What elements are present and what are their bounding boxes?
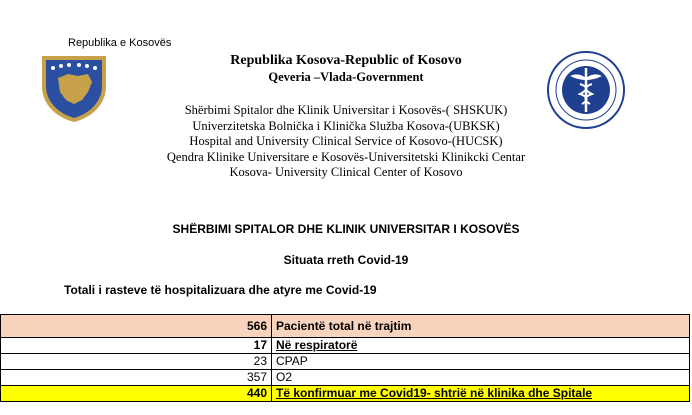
row-label: Pacientë total në trajtim [272, 315, 690, 338]
header-title: Republika Kosova-Republic of Kosovo [230, 53, 462, 68]
row-value: 17 [1, 338, 272, 354]
section-title: SHËRBIMI SPITALOR DHE KLINIK UNIVERSITAR I KOSOVËS [172, 222, 520, 236]
row-label-cell [272, 338, 690, 354]
section-subtitle: Situata rreth Covid-19 [283, 253, 409, 267]
institution-line: Univerzitetska Bolnička i Klinička Služba Kosova-(UBKSK) [192, 118, 500, 133]
row-value: 440 [1, 386, 272, 402]
table-row [1, 315, 690, 338]
row-value: 566 [1, 315, 272, 338]
table-row [1, 386, 690, 402]
totals-title: Totali i rasteve të hospitalizuara dhe atyre me Covid-19 [64, 283, 377, 297]
institution-line: Hospital and University Clinical Service of Kosovo-(HUCSK) [189, 134, 503, 148]
table-row [1, 338, 690, 354]
stats-table [0, 314, 690, 402]
row-label: CPAP [272, 354, 690, 370]
row-label: Të konfirmuar me Covid19- shtrië në klinika dhe Spitale [272, 386, 690, 402]
row-label: O2 [272, 370, 690, 386]
table-row [1, 370, 690, 386]
institution-line: Shërbimi Spitalor dhe Klinik Universitar i Kosovës-( SHSKUK) [184, 103, 508, 117]
row-value: 23 [1, 354, 272, 370]
table-row [1, 354, 690, 370]
corner-text: Republika e Kosovës [68, 37, 172, 49]
row-label: Në respiratorë [276, 338, 358, 352]
institution-block [0, 103, 692, 181]
institution-line: Qendra Klinike Universitare e Kosovës-Universitetski Klinikcki Centar [166, 149, 526, 164]
row-value: 357 [1, 370, 272, 386]
institution-line: Kosova- University Clinical Center of Kosovo [229, 165, 463, 179]
header-subtitle: Qeveria –Vlada-Government [268, 70, 424, 84]
